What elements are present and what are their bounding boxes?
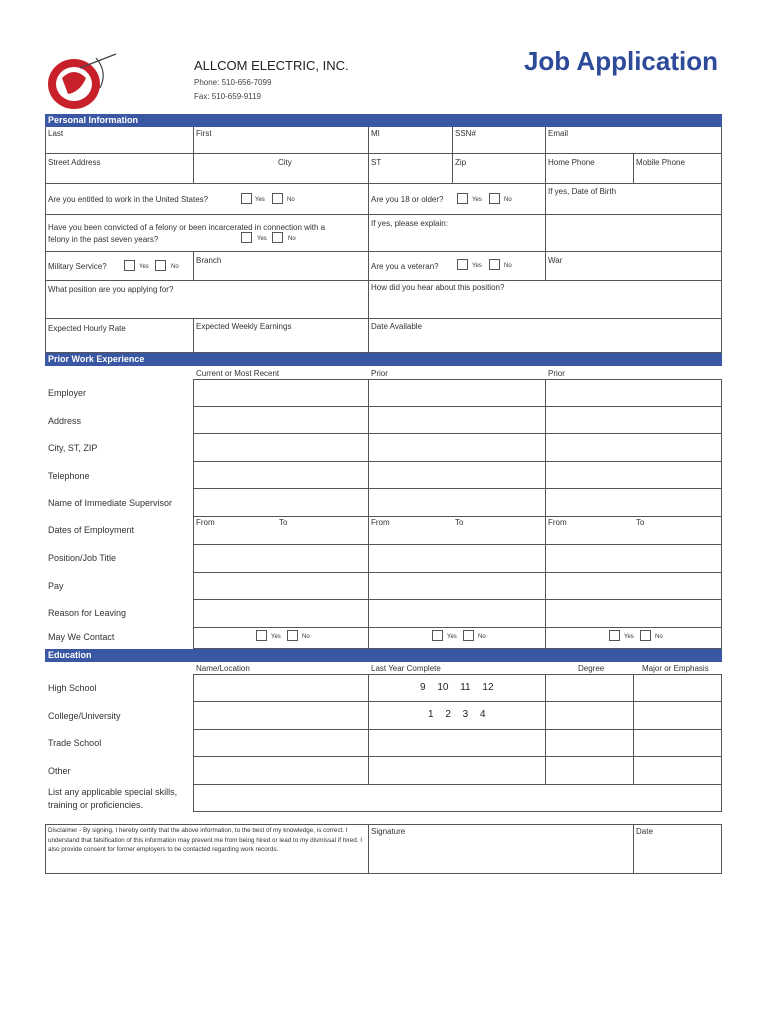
first-name-field[interactable]: First	[196, 129, 212, 138]
row-may-we-contact: May We Contact	[48, 632, 115, 642]
city-field[interactable]: City	[278, 158, 292, 167]
ssn-field[interactable]: SSN#	[455, 129, 476, 138]
no-label: No	[287, 197, 295, 203]
yes-label: Yes	[255, 197, 265, 203]
from-label: From	[196, 518, 215, 527]
yes-label: Yes	[472, 263, 482, 269]
yes-label: Yes	[472, 197, 482, 203]
signature-date-field[interactable]: Date	[636, 827, 653, 836]
contact-prior1-no-checkbox[interactable]	[463, 630, 474, 641]
veteran-no-checkbox[interactable]	[489, 259, 500, 270]
email-field[interactable]: Email	[548, 129, 569, 138]
to-label: To	[279, 518, 288, 527]
edu-row-high-school: High School	[48, 683, 97, 693]
row-address: Address	[48, 416, 82, 426]
company-logo	[40, 48, 120, 112]
company-phone: Phone: 510-656-7099	[194, 78, 272, 87]
age-question: Are you 18 or older?	[371, 195, 444, 204]
felony-explain-field[interactable]: If yes, please explain:	[371, 219, 448, 228]
signature-field[interactable]: Signature	[371, 827, 406, 836]
edu-col-degree: Degree	[578, 664, 605, 673]
veteran-question: Are you a veteran?	[371, 262, 439, 271]
yes-label: Yes	[271, 634, 281, 640]
military-service-question: Military Service?	[48, 262, 107, 271]
felony-yes-checkbox[interactable]	[241, 232, 252, 243]
last-name-field[interactable]: Last	[48, 129, 64, 138]
war-field[interactable]: War	[548, 256, 563, 265]
row-city-st-zip: City, ST, ZIP	[48, 443, 98, 453]
date-of-birth-field[interactable]: If yes, Date of Birth	[548, 187, 617, 196]
edu-col-major: Major or Emphasis	[642, 664, 709, 673]
section-education: Education	[45, 649, 722, 662]
yes-label: Yes	[257, 236, 267, 242]
middle-initial-field[interactable]: MI	[371, 129, 380, 138]
felony-question-line1: Have you been convicted of a felony or been incarcerated in connection with a	[48, 223, 326, 232]
work-authorization-question: Are you entitled to work in the United States?	[48, 195, 209, 204]
mobile-phone-field[interactable]: Mobile Phone	[636, 158, 685, 167]
row-supervisor: Name of Immediate Supervisor	[48, 498, 173, 508]
high-school-year-options[interactable]: 9 10 11 12	[420, 682, 494, 693]
page-title: Job Application	[523, 46, 718, 76]
age-yes-checkbox[interactable]	[457, 193, 468, 204]
edu-row-trade-school: Trade School	[48, 738, 102, 748]
work-authorization-yes-checkbox[interactable]	[241, 193, 252, 204]
education-grid[interactable]	[193, 674, 722, 812]
position-applying-field[interactable]: What position are you applying for?	[48, 285, 174, 294]
contact-current-no-checkbox[interactable]	[287, 630, 298, 641]
referral-source-field[interactable]: How did you hear about this position?	[371, 283, 505, 292]
expected-weekly-earnings-field[interactable]: Expected Weekly Earnings	[196, 322, 292, 331]
date-available-field[interactable]: Date Available	[371, 322, 422, 331]
row-position-title: Position/Job Title	[48, 553, 117, 563]
section-personal-information: Personal Information	[45, 114, 722, 127]
work-experience-grid[interactable]	[193, 379, 722, 649]
college-year-options[interactable]: 1 2 3 4	[428, 709, 486, 720]
section-prior-work-experience: Prior Work Experience	[45, 353, 722, 366]
work-col-prior-2: Prior	[548, 369, 565, 378]
veteran-yes-checkbox[interactable]	[457, 259, 468, 270]
expected-hourly-rate-field[interactable]: Expected Hourly Rate	[48, 324, 126, 333]
to-label: To	[636, 518, 645, 527]
company-fax: Fax: 510-659-9119	[194, 92, 262, 101]
no-label: No	[478, 634, 486, 640]
contact-current-yes-checkbox[interactable]	[256, 630, 267, 641]
yes-label: Yes	[624, 634, 634, 640]
to-label: To	[455, 518, 464, 527]
work-authorization-no-checkbox[interactable]	[272, 193, 283, 204]
contact-prior2-yes-checkbox[interactable]	[609, 630, 620, 641]
from-label: From	[548, 518, 567, 527]
row-pay: Pay	[48, 581, 64, 591]
edu-row-college: College/University	[48, 711, 121, 721]
age-no-checkbox[interactable]	[489, 193, 500, 204]
zip-field[interactable]: Zip	[455, 158, 467, 167]
no-label: No	[655, 634, 663, 640]
no-label: No	[504, 263, 512, 269]
edu-col-name-location: Name/Location	[196, 664, 250, 673]
military-branch-field[interactable]: Branch	[196, 256, 222, 265]
work-col-current: Current or Most Recent	[196, 369, 280, 378]
street-address-field[interactable]: Street Address	[48, 158, 101, 167]
yes-label: Yes	[139, 264, 149, 270]
yes-label: Yes	[447, 634, 457, 640]
skills-label-line1: List any applicable special skills,	[48, 787, 178, 797]
skills-label-line2: training or proficiencies.	[48, 800, 144, 810]
no-label: No	[171, 264, 179, 270]
row-dates-of-employment: Dates of Employment	[48, 525, 135, 535]
felony-no-checkbox[interactable]	[272, 232, 283, 243]
no-label: No	[504, 197, 512, 203]
state-field[interactable]: ST	[371, 158, 382, 167]
row-reason-for-leaving: Reason for Leaving	[48, 608, 127, 618]
disclaimer-text: Disclaimer - By signing, I hereby certify that the above information, to the best of my knowledge, is correct. I understand that falsification of this information may prevent me from being hired or lead to my dismissal if hired. I also provide consent for former employers to be contacted regarding work records.	[48, 827, 362, 853]
felony-question-line2: felony in the past seven years?	[48, 235, 159, 244]
company-name: ALLCOM ELECTRIC, INC.	[194, 58, 349, 73]
military-yes-checkbox[interactable]	[124, 260, 135, 271]
edu-col-last-year: Last Year Complete	[371, 664, 441, 673]
contact-prior2-no-checkbox[interactable]	[640, 630, 651, 641]
row-telephone: Telephone	[48, 471, 90, 481]
no-label: No	[288, 236, 296, 242]
edu-row-other: Other	[48, 766, 71, 776]
military-no-checkbox[interactable]	[155, 260, 166, 271]
contact-prior1-yes-checkbox[interactable]	[432, 630, 443, 641]
work-col-prior-1: Prior	[371, 369, 388, 378]
no-label: No	[302, 634, 310, 640]
from-label: From	[371, 518, 390, 527]
row-employer: Employer	[48, 388, 87, 398]
home-phone-field[interactable]: Home Phone	[548, 158, 595, 167]
